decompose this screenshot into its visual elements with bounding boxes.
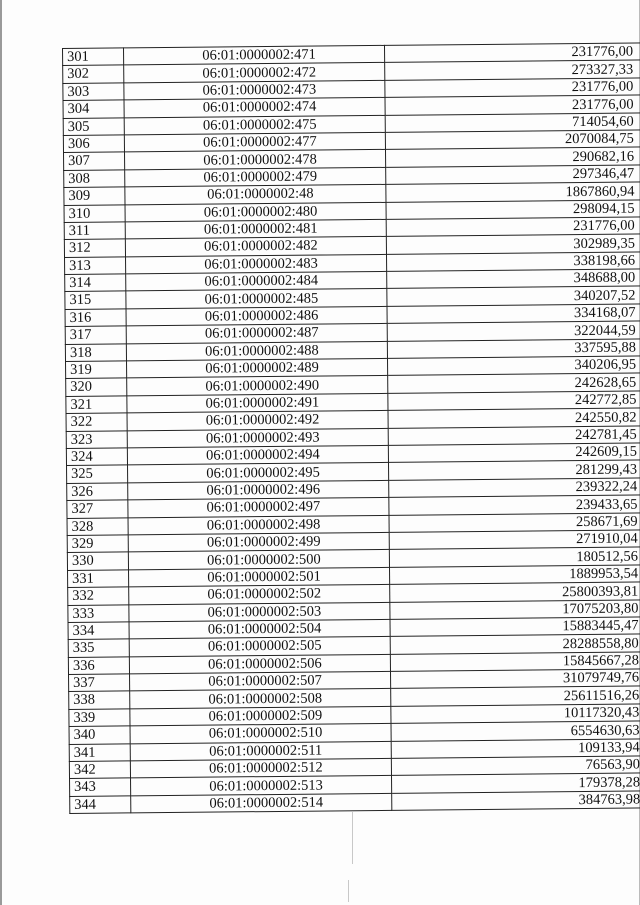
cadastral-number-cell: 06:01:0000002:48: [125, 185, 386, 205]
cadastral-value-cell: 15883445,47: [390, 616, 640, 637]
row-number-cell: 337: [69, 674, 130, 692]
row-number-cell: 302: [63, 65, 124, 83]
row-number-cell: 307: [64, 152, 125, 170]
row-number-cell: 324: [66, 448, 127, 466]
row-number-cell: 325: [67, 465, 128, 483]
row-number-cell: 323: [66, 430, 127, 448]
row-number-cell: 311: [64, 222, 125, 240]
cadastral-value-cell: 338198,66: [386, 251, 640, 272]
cadastral-value-cell: 25611516,26: [391, 686, 640, 707]
cadastral-value-cell: 242628,65: [388, 373, 640, 394]
cadastral-number-cell: 06:01:0000002:497: [128, 498, 389, 518]
cadastral-number-cell: 06:01:0000002:486: [126, 306, 387, 326]
cadastral-value-cell: 242550,82: [388, 407, 640, 428]
cadastral-value-cell: 384763,98: [392, 790, 640, 811]
row-number-cell: 315: [65, 291, 126, 309]
cadastral-value-cell: 180512,56: [389, 546, 640, 567]
cadastral-number-cell: 06:01:0000002:512: [130, 758, 391, 778]
cadastral-value-cell: 281299,43: [388, 460, 640, 481]
cadastral-number-cell: 06:01:0000002:473: [124, 80, 385, 100]
cadastral-number-cell: 06:01:0000002:488: [126, 341, 387, 361]
cadastral-number-cell: 06:01:0000002:483: [126, 254, 387, 274]
row-number-cell: 326: [67, 483, 128, 501]
cadastral-value-cell: 290682,16: [385, 146, 640, 167]
cadastral-value-cell: 6554630,63: [391, 720, 640, 741]
cadastral-number-cell: 06:01:0000002:474: [124, 98, 385, 118]
cadastral-number-cell: 06:01:0000002:511: [130, 741, 391, 761]
row-number-cell: 331: [68, 570, 129, 588]
row-number-cell: 305: [63, 117, 124, 135]
cadastral-number-cell: 06:01:0000002:489: [127, 358, 388, 378]
cadastral-value-cell: 231776,00: [385, 77, 640, 98]
cadastral-value-cell: 322044,59: [387, 320, 640, 341]
row-number-cell: 343: [70, 778, 131, 796]
cadastral-number-cell: 06:01:0000002:475: [124, 115, 385, 135]
cadastral-number-cell: 06:01:0000002:508: [130, 689, 391, 709]
cadastral-value-cell: 297346,47: [386, 164, 640, 185]
row-number-cell: 318: [65, 344, 126, 362]
cadastral-value-cell: 239322,24: [389, 477, 640, 498]
row-number-cell: 332: [68, 587, 129, 605]
cadastral-number-cell: 06:01:0000002:506: [129, 654, 390, 674]
row-number-cell: 304: [63, 100, 124, 118]
row-number-cell: 344: [70, 796, 131, 814]
row-number-cell: 301: [63, 48, 124, 66]
row-number-cell: 334: [68, 622, 129, 640]
cadastral-number-cell: 06:01:0000002:477: [124, 132, 385, 152]
cadastral-number-cell: 06:01:0000002:504: [129, 619, 390, 639]
row-number-cell: 336: [68, 657, 129, 675]
cadastral-number-cell: 06:01:0000002:501: [129, 567, 390, 587]
cadastral-number-cell: 06:01:0000002:502: [129, 584, 390, 604]
cadastral-value-cell: 271910,04: [389, 529, 640, 550]
row-number-cell: 316: [65, 309, 126, 327]
cadastral-number-cell: 06:01:0000002:487: [126, 324, 387, 344]
row-number-cell: 329: [67, 535, 128, 553]
cadastral-number-cell: 06:01:0000002:503: [129, 602, 390, 622]
cadastral-value-cell: 231776,00: [385, 94, 640, 115]
cadastral-number-cell: 06:01:0000002:484: [126, 271, 387, 291]
cadastral-number-cell: 06:01:0000002:505: [129, 637, 390, 657]
cadastral-number-cell: 06:01:0000002:496: [128, 480, 389, 500]
scan-artifact-line: [348, 880, 349, 902]
row-number-cell: 340: [69, 726, 130, 744]
cadastral-number-cell: 06:01:0000002:499: [128, 532, 389, 552]
row-number-cell: 333: [68, 604, 129, 622]
cadastral-value-cell: 231776,00: [386, 216, 640, 237]
cadastral-value-cell: 298094,15: [386, 199, 640, 220]
row-number-cell: 310: [64, 204, 125, 222]
cadastral-value-cell: 28288558,80: [390, 633, 640, 654]
cadastral-number-cell: 06:01:0000002:485: [126, 289, 387, 309]
cadastral-value-cell: 17075203,80: [390, 599, 640, 620]
cadastral-value-cell: 242609,15: [388, 442, 640, 463]
scan-left-edge: [0, 0, 2, 905]
cadastral-number-cell: 06:01:0000002:500: [128, 550, 389, 570]
cadastral-value-cell: 302989,35: [386, 233, 640, 254]
row-number-cell: 320: [66, 378, 127, 396]
cadastral-value-cell: 714054,60: [385, 112, 640, 133]
cadastral-value-cell: 340207,52: [387, 286, 640, 307]
scan-artifact-line: [352, 812, 353, 864]
cadastral-number-cell: 06:01:0000002:507: [130, 671, 391, 691]
cadastral-number-cell: 06:01:0000002:498: [128, 515, 389, 535]
cadastral-number-cell: 06:01:0000002:493: [127, 428, 388, 448]
cadastral-number-cell: 06:01:0000002:492: [127, 411, 388, 431]
cadastral-value-cell: 239433,65: [389, 494, 640, 515]
cadastral-number-cell: 06:01:0000002:480: [125, 202, 386, 222]
cadastral-value-cell: 109133,94: [391, 738, 640, 759]
cadastral-value-table: [62, 42, 640, 815]
cadastral-number-cell: 06:01:0000002:479: [125, 167, 386, 187]
cadastral-value-cell: 337595,88: [387, 338, 640, 359]
row-number-cell: 335: [68, 639, 129, 657]
row-number-cell: 313: [65, 257, 126, 275]
row-number-cell: 312: [64, 239, 125, 257]
cadastral-value-cell: 1889953,54: [389, 564, 640, 585]
cadastral-number-cell: 06:01:0000002:478: [125, 150, 386, 170]
cadastral-value-cell: 10117320,43: [391, 703, 640, 724]
cadastral-value-cell: 273327,33: [385, 60, 640, 81]
document-sheet: [62, 43, 640, 815]
cadastral-value-cell: 31079749,76: [390, 668, 640, 689]
cadastral-value-cell: 15845667,28: [390, 651, 640, 672]
cadastral-value-cell: 25800393,81: [390, 581, 640, 602]
cadastral-number-cell: 06:01:0000002:481: [125, 219, 386, 239]
cadastral-value-cell: 2070084,75: [385, 129, 640, 150]
table-body: [63, 42, 640, 813]
cadastral-value-cell: 334168,07: [387, 303, 640, 324]
row-number-cell: 322: [66, 413, 127, 431]
row-number-cell: 317: [65, 326, 126, 344]
row-number-cell: 338: [69, 691, 130, 709]
cadastral-value-cell: 348688,00: [387, 268, 640, 289]
row-number-cell: 308: [64, 170, 125, 188]
row-number-cell: 314: [65, 274, 126, 292]
cadastral-number-cell: 06:01:0000002:510: [130, 724, 391, 744]
row-number-cell: 303: [63, 83, 124, 101]
row-number-cell: 339: [69, 709, 130, 727]
cadastral-number-cell: 06:01:0000002:472: [124, 63, 385, 83]
cadastral-number-cell: 06:01:0000002:491: [127, 393, 388, 413]
cadastral-value-cell: 1867860,94: [386, 181, 640, 202]
cadastral-number-cell: 06:01:0000002:513: [131, 776, 392, 796]
row-number-cell: 342: [69, 761, 130, 779]
cadastral-value-cell: 76563,90: [391, 755, 640, 776]
row-number-cell: 309: [64, 187, 125, 205]
row-number-cell: 341: [69, 744, 130, 762]
cadastral-number-cell: 06:01:0000002:514: [131, 793, 392, 813]
cadastral-value-cell: 340206,95: [387, 355, 640, 376]
cadastral-number-cell: 06:01:0000002:490: [127, 376, 388, 396]
row-number-cell: 327: [67, 500, 128, 518]
row-number-cell: 330: [67, 552, 128, 570]
row-number-cell: 321: [66, 396, 127, 414]
cadastral-number-cell: 06:01:0000002:494: [127, 445, 388, 465]
row-number-cell: 306: [63, 135, 124, 153]
cadastral-value-cell: 179378,28: [392, 773, 640, 794]
row-number-cell: 328: [67, 517, 128, 535]
cadastral-value-cell: 231776,00: [384, 42, 640, 63]
cadastral-number-cell: 06:01:0000002:471: [124, 45, 385, 65]
cadastral-number-cell: 06:01:0000002:495: [128, 463, 389, 483]
cadastral-number-cell: 06:01:0000002:509: [130, 706, 391, 726]
cadastral-value-cell: 242772,85: [388, 390, 640, 411]
cadastral-value-cell: 242781,45: [388, 425, 640, 446]
cadastral-number-cell: 06:01:0000002:482: [125, 237, 386, 257]
cadastral-value-cell: 258671,69: [389, 512, 640, 533]
row-number-cell: 319: [66, 361, 127, 379]
